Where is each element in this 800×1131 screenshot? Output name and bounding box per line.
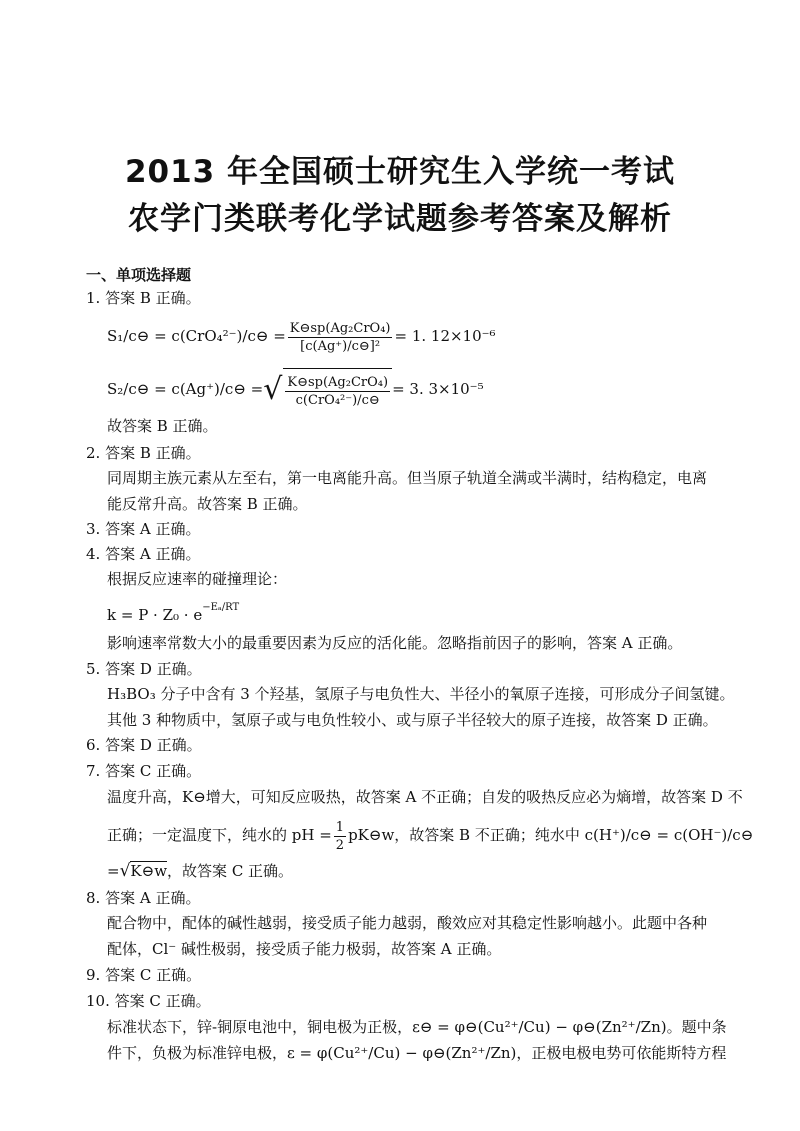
q7-line-2a: 正确；一定温度下，纯水的 pH =	[107, 826, 332, 844]
q1-s1-lhs: S₁/c⊖ = c(CrO₄²⁻)/c⊖ =	[107, 327, 286, 345]
q7-line-2	[107, 815, 753, 855]
q10-heading: 10. 答案 C 正确。	[86, 992, 211, 1010]
q4-line-2: 影响速率常数大小的最重要因素为反应的活化能。忽略指前因子的影响，答案 A 正确。	[107, 634, 683, 652]
q1-s1-rhs: = 1. 12×10⁻⁶	[394, 327, 496, 345]
q6-heading: 6. 答案 D 正确。	[86, 736, 202, 754]
section-heading: 一、单项选择题	[86, 266, 192, 284]
q7-line-3	[107, 861, 293, 881]
q7-line-3a: =	[107, 862, 120, 880]
q1-formula-s2	[107, 367, 484, 411]
q5-line-2: 其他 3 种物质中，氢原子或与电负性较小、或与原子半径较大的原子连接，故答案 D 正确。	[107, 711, 718, 729]
q8-line-1: 配合物中，配体的碱性越弱，接受质子能力越弱，酸效应对其稳定性影响越小。此题中各种	[107, 914, 708, 932]
q4-heading: 4. 答案 A 正确。	[86, 545, 201, 563]
q9-heading: 9. 答案 C 正确。	[86, 966, 202, 984]
q1-s2-lhs: S₂/c⊖ = c(Ag⁺)/c⊖ =	[107, 380, 264, 398]
q10-line-1: 标准状态下，锌-铜原电池中，铜电极为正极，ε⊖ = φ⊖(Cu²⁺/Cu) − φ⊖(Zn²⁺/Zn)。题中条	[107, 1018, 727, 1036]
q8-line-2: 配体，Cl⁻ 碱性极弱，接受质子能力极弱，故答案 A 正确。	[107, 940, 502, 958]
q7-line-2b: pK⊖w，故答案 B 不正确；纯水中 c(H⁺)/c⊖ = c(OH⁻)/c⊖	[348, 826, 754, 844]
q1-s2-fraction	[285, 374, 390, 409]
sqrt-sign: √	[119, 861, 131, 881]
q1-s2-numerator: K⊖sp(Ag₂CrO₄)	[287, 375, 389, 390]
q2-heading: 2. 答案 B 正确。	[86, 444, 201, 462]
q4-line-1: 根据反应速率的碰撞理论：	[107, 570, 288, 588]
q7-half-fraction	[334, 819, 346, 854]
q7-fraction-denominator: 2	[335, 837, 345, 853]
q7-fraction-numerator: 1	[335, 819, 345, 835]
q1-s2-rhs: = 3. 3×10⁻⁵	[392, 380, 484, 398]
q1-heading: 1. 答案 B 正确。	[86, 289, 201, 307]
q1-s2-radicand	[283, 368, 392, 413]
q1-s1-denominator: [c(Ag⁺)/c⊖]²	[300, 338, 381, 354]
q1-s1-fraction	[288, 320, 393, 355]
title-line-1: 2013 年全国硕士研究生入学统一考试	[124, 154, 676, 190]
q5-line-1: H₃BO₃ 分子中含有 3 个羟基，氢原子与电负性大、半径小的氧原子连接，可形成分子间氢键。	[107, 685, 735, 703]
q1-s2-denominator: c(CrO₄²⁻)/c⊖	[295, 393, 380, 408]
title-line-2: 农学门类联考化学试题参考答案及解析	[128, 201, 672, 237]
q1-formula-s1	[107, 316, 496, 356]
q7-line-1: 温度升高，K⊖增大，可知反应吸热，故答案 A 不正确；自发的吸热反应必为熵增，故答案 D 不	[107, 788, 743, 806]
q4-formula	[107, 602, 239, 625]
q2-line-2: 能反常升高。故答案 B 正确。	[107, 495, 308, 513]
q2-line-1: 同周期主族元素从左至右，第一电离能升高。但当原子轨道全满或半满时，结构稳定，电离	[107, 469, 708, 487]
q3-heading: 3. 答案 A 正确。	[86, 520, 201, 538]
q1-s1-numerator: K⊖sp(Ag₂CrO₄)	[289, 320, 391, 336]
q5-heading: 5. 答案 D 正确。	[86, 660, 202, 678]
q10-line-2: 件下，负极为标准锌电极，ε = φ(Cu²⁺/Cu) − φ⊖(Zn²⁺/Zn)，正极电极电势可依能斯特方程	[107, 1044, 727, 1062]
q4-formula-base: k = P · Z₀ · e	[107, 606, 203, 624]
q7-heading: 7. 答案 C 正确。	[86, 762, 202, 780]
q4-formula-exponent: −Eₐ/RT	[202, 602, 240, 613]
q7-line-3b: ，故答案 C 正确。	[167, 862, 294, 880]
q8-heading: 8. 答案 A 正确。	[86, 889, 201, 907]
q1-conclusion: 故答案 B 正确。	[107, 417, 218, 435]
q7-radicand: K⊖w	[130, 862, 168, 880]
sqrt-sign: √	[263, 372, 283, 407]
